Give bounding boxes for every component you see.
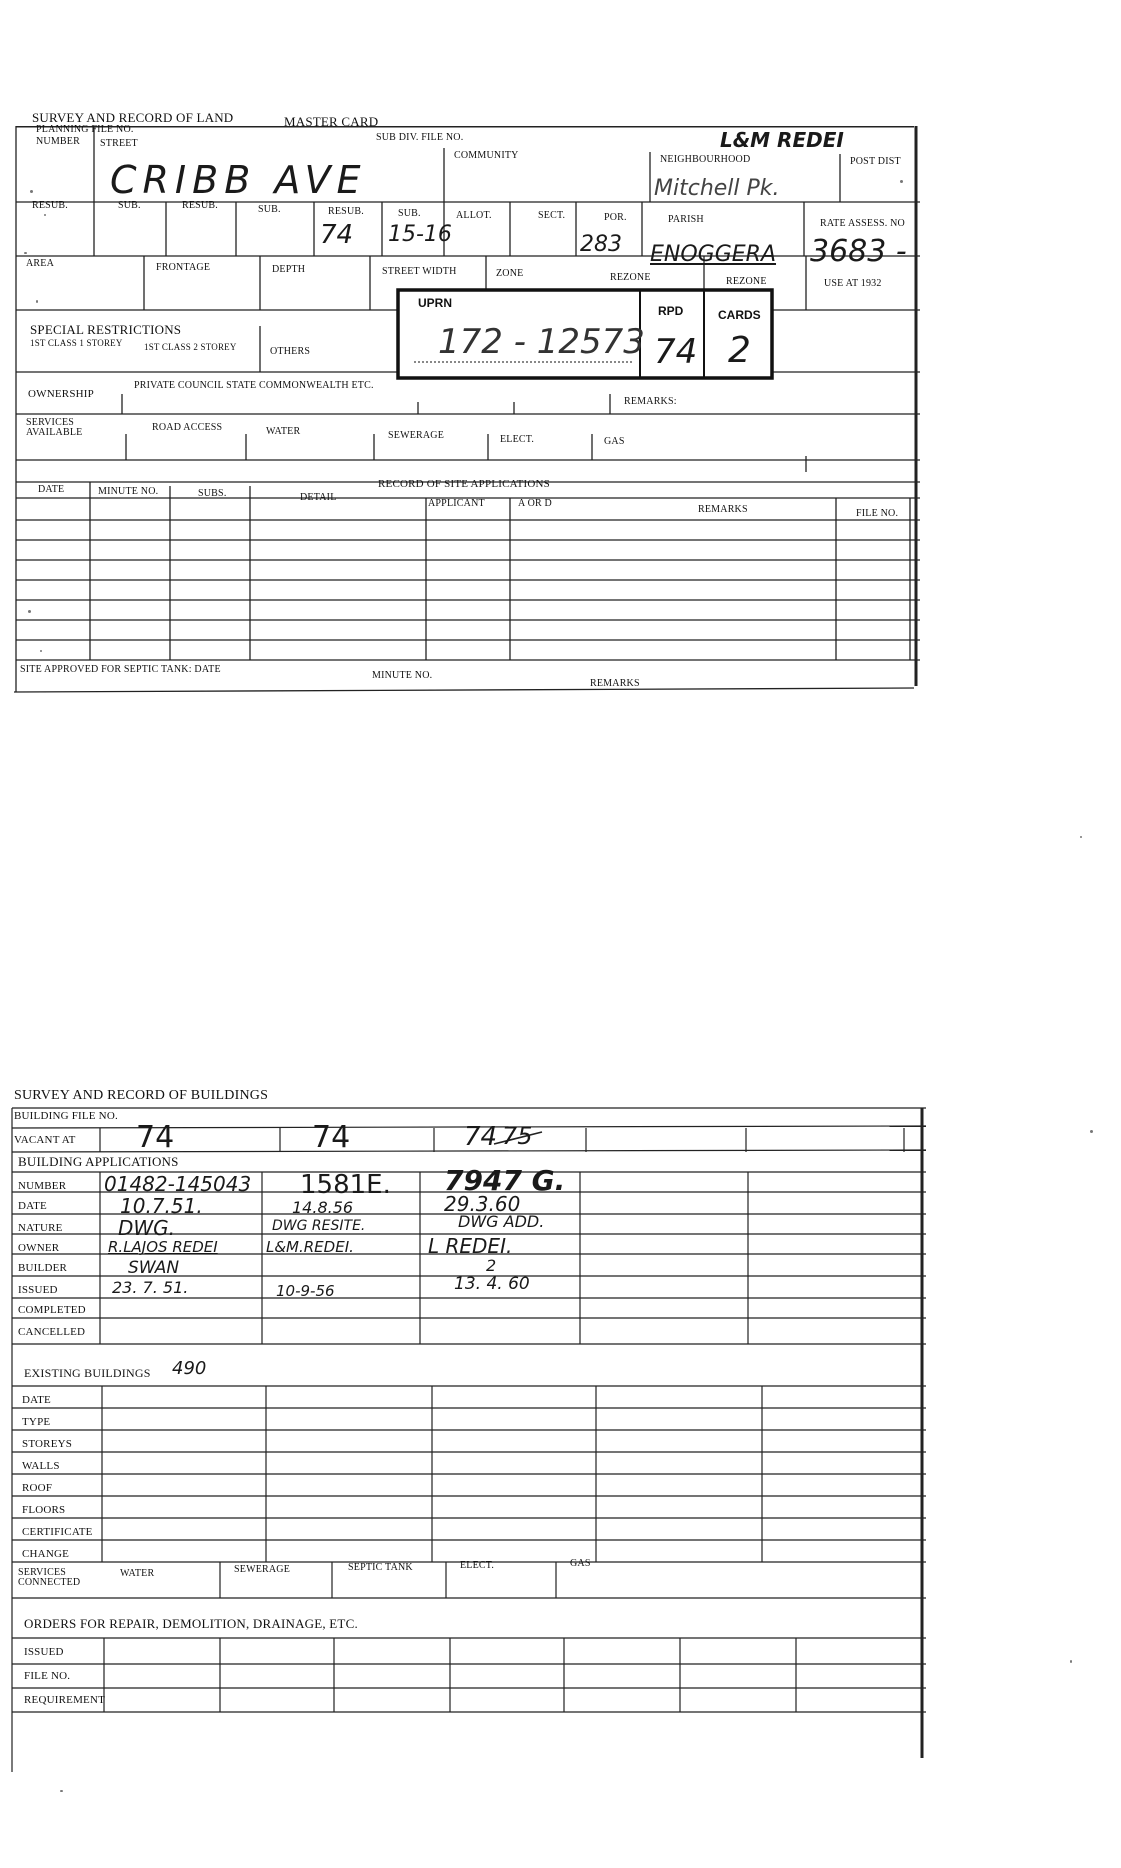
app2-number: 1581E. bbox=[300, 1170, 391, 1200]
row-label-owner: OWNER bbox=[18, 1242, 60, 1254]
col-detail: DETAIL bbox=[300, 492, 337, 503]
label-community: COMMUNITY bbox=[454, 150, 519, 161]
existing-label-walls: WALLS bbox=[22, 1460, 60, 1472]
existing-buildings-value: 490 bbox=[172, 1358, 207, 1379]
col-date: DATE bbox=[38, 484, 65, 495]
orders-label-requirement: REQUIREMENT bbox=[24, 1694, 106, 1706]
col-a-or-d: A OR D bbox=[518, 498, 552, 509]
label-use-at: USE AT 1932 bbox=[824, 278, 882, 289]
label-rezone-1: REZONE bbox=[610, 272, 651, 283]
label-rate-assess: RATE ASSESS. NO bbox=[820, 218, 905, 229]
label-special-restrictions: SPECIAL RESTRICTIONS bbox=[30, 322, 182, 337]
building-card-title: SURVEY AND RECORD OF BUILDINGS bbox=[14, 1088, 269, 1103]
vacant-at-value-4: 75 bbox=[502, 1122, 533, 1150]
sub-div-file-label: SUB DIV. FILE NO. bbox=[376, 132, 464, 143]
owner-handwritten: L&M REDEI bbox=[720, 128, 844, 152]
label-sub-3: SUB. bbox=[398, 208, 421, 219]
por-value: 283 bbox=[580, 232, 622, 257]
parish-value: ENOGGERA bbox=[650, 242, 777, 267]
land-card-subtitle: MASTER CARD bbox=[284, 114, 379, 129]
label-resub-2: RESUB. bbox=[182, 200, 218, 211]
existing-label-certificate: CERTIFICATE bbox=[22, 1526, 93, 1538]
cards-value: 2 bbox=[728, 330, 751, 371]
label-street: STREET bbox=[100, 138, 138, 149]
building-file-label: BUILDING FILE NO. bbox=[14, 1110, 118, 1122]
resub-value: 74 bbox=[320, 220, 354, 250]
label-sect: SECT. bbox=[538, 210, 566, 221]
app2-date: 14.8.56 bbox=[292, 1198, 354, 1217]
label-post-dist: POST DIST bbox=[850, 156, 901, 167]
app2-nature: DWG RESITE. bbox=[272, 1218, 366, 1234]
label-record-site-apps: RECORD OF SITE APPLICATIONS bbox=[378, 478, 550, 490]
col-applicant: APPLICANT bbox=[428, 498, 485, 509]
label-ownership-types: PRIVATE COUNCIL STATE COMMONWEALTH ETC. bbox=[134, 380, 374, 391]
app3-issued: 13. 4. 60 bbox=[454, 1274, 530, 1294]
rate-assess-value: 3683 - bbox=[810, 234, 907, 269]
existing-label-roof: ROOF bbox=[22, 1482, 53, 1494]
existing-label-change: CHANGE bbox=[22, 1548, 70, 1560]
col-subs: SUBS. bbox=[198, 488, 227, 499]
label-road-access: ROAD ACCESS bbox=[152, 422, 223, 433]
label-minute-no-footer: MINUTE NO. bbox=[372, 670, 433, 681]
existing-label-floors: FLOORS bbox=[22, 1504, 66, 1516]
row-label-nature: NATURE bbox=[18, 1222, 63, 1234]
existing-buildings-label: EXISTING BUILDINGS bbox=[24, 1366, 151, 1380]
services-connected-label: SERVICES CONNECTED bbox=[18, 1567, 81, 1588]
label-zone: ZONE bbox=[496, 268, 524, 279]
service-gas: GAS bbox=[570, 1558, 591, 1569]
label-allot: ALLOT. bbox=[456, 210, 492, 221]
label-gas: GAS bbox=[604, 436, 625, 447]
existing-label-type: TYPE bbox=[22, 1416, 51, 1428]
land-card-title: SURVEY AND RECORD OF LAND bbox=[32, 110, 234, 125]
app1-nature: DWG. bbox=[118, 1216, 176, 1240]
service-sewerage: SEWERAGE bbox=[234, 1564, 291, 1575]
label-class-2: 1ST CLASS 2 STOREY bbox=[144, 342, 237, 352]
label-depth: DEPTH bbox=[272, 264, 306, 275]
label-frontage: FRONTAGE bbox=[156, 262, 211, 273]
label-class-1: 1ST CLASS 1 STOREY bbox=[30, 338, 123, 348]
app1-builder: SWAN bbox=[128, 1258, 180, 1278]
label-water: WATER bbox=[266, 426, 301, 437]
service-elect: ELECT. bbox=[460, 1560, 495, 1571]
row-label-date: DATE bbox=[18, 1200, 47, 1212]
uprn-value: 172 - 12573 bbox=[438, 322, 645, 362]
label-resub-1: RESUB. bbox=[32, 200, 68, 211]
vacant-at-value-3: 74 bbox=[464, 1122, 498, 1152]
app2-owner: L&M.REDEI. bbox=[266, 1238, 354, 1256]
row-label-completed: COMPLETED bbox=[18, 1304, 86, 1316]
app3-date: 29.3.60 bbox=[444, 1192, 521, 1216]
label-remarks: REMARKS: bbox=[624, 396, 677, 407]
row-label-issued: ISSUED bbox=[18, 1284, 58, 1296]
col-remarks: REMARKS bbox=[698, 504, 748, 515]
app3-number: 7947 G. bbox=[444, 1164, 566, 1197]
app1-owner: R.LAJOS REDEI bbox=[108, 1238, 218, 1256]
app3-nature: DWG ADD. bbox=[458, 1212, 545, 1231]
vacant-at-label: VACANT AT bbox=[14, 1134, 76, 1146]
planning-file-label: PLANNING FILE NO. bbox=[36, 124, 134, 135]
row-label-number: NUMBER bbox=[18, 1180, 67, 1192]
label-sub-2: SUB. bbox=[258, 204, 281, 215]
app3-owner: L REDEI. bbox=[428, 1234, 513, 1258]
app2-issued: 10-9-56 bbox=[276, 1282, 335, 1300]
row-label-builder: BUILDER bbox=[18, 1262, 68, 1274]
label-resub-3: RESUB. bbox=[328, 206, 364, 217]
label-others: OTHERS bbox=[270, 346, 311, 357]
col-minute-no: MINUTE NO. bbox=[98, 486, 159, 497]
row-label-cancelled: CANCELLED bbox=[18, 1326, 86, 1338]
neighbourhood-value: Mitchell Pk. bbox=[654, 176, 780, 201]
label-por: POR. bbox=[604, 212, 627, 223]
app3-builder: 2 bbox=[486, 1256, 497, 1275]
orders-label-file-no: FILE NO. bbox=[24, 1670, 71, 1682]
sub-value: 15-16 bbox=[388, 222, 452, 247]
label-septic-approved: SITE APPROVED FOR SEPTIC TANK: DATE bbox=[20, 664, 221, 675]
label-area: AREA bbox=[26, 258, 55, 269]
uprn-label: UPRN bbox=[418, 296, 453, 310]
label-sub-1: SUB. bbox=[118, 200, 141, 211]
cards-label: CARDS bbox=[718, 308, 761, 322]
label-elect: ELECT. bbox=[500, 434, 535, 445]
orders-label-issued: ISSUED bbox=[24, 1646, 64, 1658]
rpd-value: 74 bbox=[654, 332, 698, 372]
existing-label-date: DATE bbox=[22, 1394, 51, 1406]
building-applications-label: BUILDING APPLICATIONS bbox=[18, 1154, 179, 1169]
rpd-label: RPD bbox=[658, 304, 684, 318]
label-ownership: OWNERSHIP bbox=[28, 388, 94, 400]
app1-issued: 23. 7. 51. bbox=[112, 1278, 189, 1297]
land-card bbox=[14, 110, 920, 698]
app1-date: 10.7.51. bbox=[120, 1194, 203, 1218]
existing-label-storeys: STOREYS bbox=[22, 1438, 73, 1450]
label-sewerage: SEWERAGE bbox=[388, 430, 445, 441]
col-file-no: FILE NO. bbox=[856, 508, 899, 519]
label-number: NUMBER bbox=[36, 136, 80, 147]
building-card bbox=[8, 1088, 930, 1776]
label-services-available: SERVICES AVAILABLE bbox=[26, 417, 83, 438]
service-water: WATER bbox=[120, 1568, 155, 1579]
app1-number: 01482-145043 bbox=[104, 1172, 252, 1196]
vacant-at-value-1: 74 bbox=[136, 1120, 175, 1155]
label-neighbourhood: NEIGHBOURHOOD bbox=[660, 154, 751, 165]
street-value: CRIBB AVE bbox=[110, 158, 367, 202]
orders-label: ORDERS FOR REPAIR, DEMOLITION, DRAINAGE, ETC. bbox=[24, 1616, 358, 1631]
service-septic-tank: SEPTIC TANK bbox=[348, 1562, 413, 1573]
label-rezone-2: REZONE bbox=[726, 276, 767, 287]
label-parish: PARISH bbox=[668, 214, 704, 225]
vacant-at-value-2: 74 bbox=[312, 1120, 351, 1155]
label-street-width: STREET WIDTH bbox=[382, 266, 457, 277]
label-remarks-footer: REMARKS bbox=[590, 678, 640, 689]
